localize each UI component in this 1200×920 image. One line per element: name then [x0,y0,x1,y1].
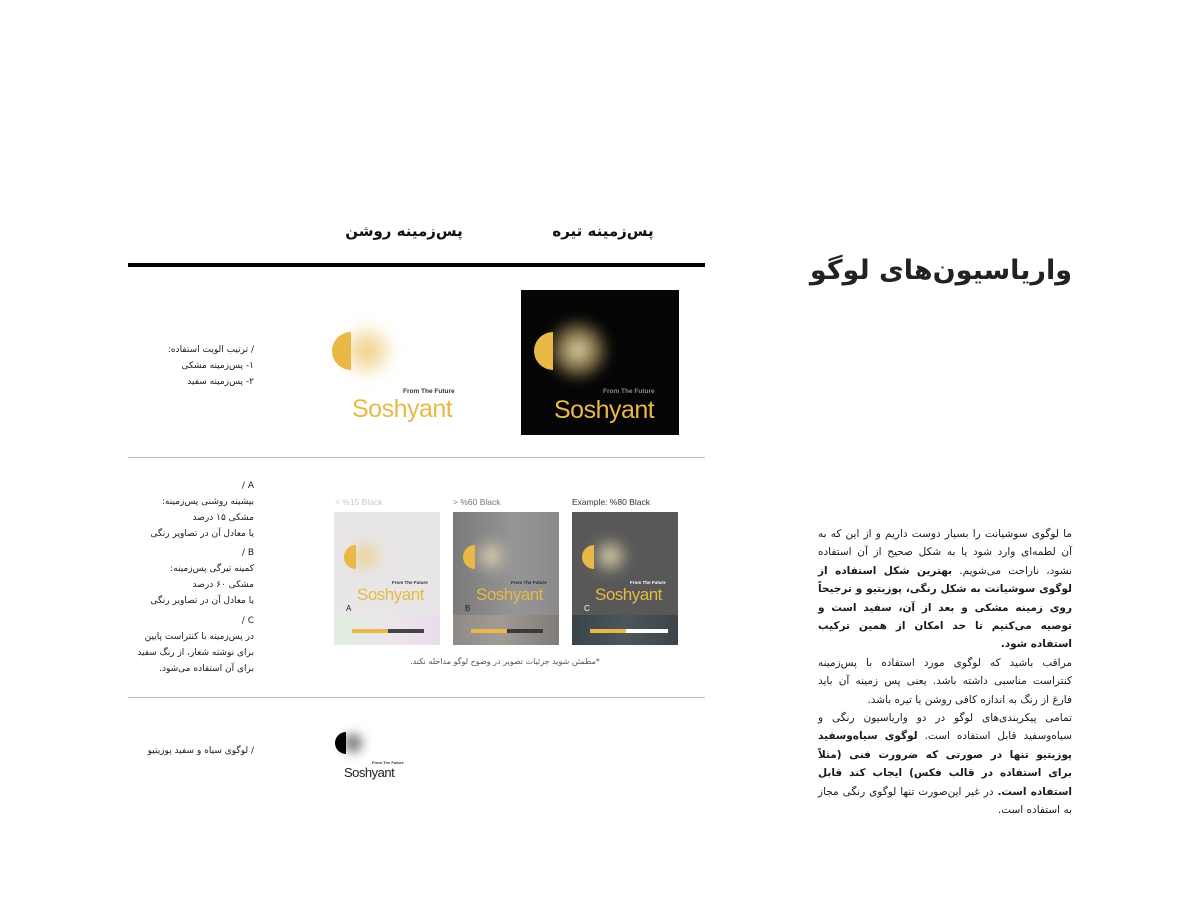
strip-a [334,615,440,645]
tile-a [334,512,440,618]
body-p1b: بهترین شکل استفاده از لوگوی سوشیانت به شکل رنگی، پوزیتیو و ترجیحاً روی زمینه مشکی و بعد از آن، سفید است و توصیه می‌کنیم تا حد امکان از همین ترکیب استفاده شود. [818,564,1072,651]
note-a-line: A / [241,481,254,491]
note-b-line: یا معادل آن در تصاویر رنگی [150,596,254,606]
logo-glow [471,536,511,576]
priority-note-line: ۱- پس‌زمینه مشکی [181,361,254,371]
logo-black-white [332,730,422,786]
note-c-line: برای نوشته شعار، از رنگ سفید [137,648,254,658]
logo-dark-bg [532,318,679,428]
priority-note-line: / ترتیب الویت استفاده: [167,345,254,355]
logo-tagline: From The Future [392,580,428,585]
note-c [114,613,254,677]
logo-tagline: From The Future [603,388,655,395]
column-heading-light: پس‌زمینه روشن [345,222,463,240]
logo-wordmark: Soshyant [344,765,395,780]
tile-logo [342,538,440,608]
body-p3c: در غیر این‌صورت تنها لوگوی رنگی مجاز به استفاده است. [818,785,1072,817]
note-b [114,545,254,609]
strip-bar-white [626,629,668,633]
logo-wordmark: Soshyant [595,585,662,604]
logo-glow [590,536,630,576]
strip-bar-dark [507,629,543,633]
tile-b-caption: > %60 Black [453,497,501,507]
note-b-line: B / [241,548,254,558]
strip-b [453,615,559,645]
strip-bar-dark [388,629,424,633]
tile-c [572,512,678,618]
column-heading-dark: پس‌زمینه تیره [552,222,654,240]
logo-light-bg [330,318,480,428]
note-c-line: در پس‌زمینه با کنتراست پایین [144,632,254,642]
logo-wordmark: Soshyant [357,585,424,604]
logo-tagline: From The Future [511,580,547,585]
body-text [818,525,1072,820]
footnote: *مطمئن شوید جزئیات تصویر در وضوح لوگو مداخله نکند. [410,657,600,666]
tile-c-caption: Example: %80 Black [572,497,650,507]
priority-note-line: ۲- پس‌زمینه سفید [187,377,254,387]
bw-note: / لوگوی سیاه و سفید پوزیتیو [147,746,254,756]
strip-bar-yellow [590,629,626,633]
note-b-line: کمینه تیرگی پس‌زمینه: [170,564,254,574]
section-divider-1 [128,457,705,458]
section-title: واریاسیون‌های لوگو [809,255,1072,286]
logo-wordmark: Soshyant [352,395,453,423]
body-p2: مراقب باشید که لوگوی مورد استفاده با پس‌زمینه کنتراست مناسبی داشته باشد. یعنی پس زمینه آن باید فارغ از رنگ به اندازه کافی روشن یا تیره باشد. [818,656,1072,706]
tile-logo [580,538,678,608]
logo-tagline: From The Future [403,388,455,395]
strip-c [572,615,678,645]
note-a-line: یا معادل آن در تصاویر رنگی [150,529,254,539]
tile-logo [461,538,559,608]
logo-wordmark: Soshyant [554,396,655,424]
tile-c-letter: C [584,604,590,613]
logo-wordmark: Soshyant [476,585,543,604]
note-c-line: برای آن استفاده می‌شود. [159,664,254,674]
note-a-line: مشکی ۱۵ درصد [192,513,254,523]
body-p3a: تمامی پیکربندی‌های لوگو در دو واریاسیون رنگی و سیاه‌وسفید قابل استفاده است. [818,712,1072,743]
dark-bg-panel [521,290,679,435]
body-p3b: لوگوی سیاه‌وسفید پوزیتیو تنها در صورتی که ضرورت فنی (مثلاً برای استفاده در قالب فکس) ایجاب کند قابل استفاده است. [818,730,1073,798]
tile-b [453,512,559,618]
tile-a-letter: A [346,604,352,613]
priority-note [114,342,254,390]
header-divider [128,263,705,267]
strip-bar-yellow [352,629,388,633]
tile-b-letter: B [465,604,471,613]
tile-a-caption: < %15 Black [335,497,383,507]
note-a [114,478,254,542]
section-divider-2 [128,697,705,698]
note-b-line: مشکی ۶۰ درصد [192,580,254,590]
note-c-line: C / [241,616,254,626]
logo-glow [546,318,610,382]
logo-tagline: From The Future [630,580,666,585]
body-p1a: ما لوگوی سوشیانت را بسیار دوست داریم و از این که به آن لطمه‌ای وارد شود یا به شکل صحیح از آن استفاده نشود، ناراحت می‌شویم. [818,528,1073,577]
logo-tagline: From The Future [372,760,404,765]
note-a-line: بیشینه روشنی پس‌زمینه: [161,497,254,507]
strip-bar-yellow [471,629,507,633]
